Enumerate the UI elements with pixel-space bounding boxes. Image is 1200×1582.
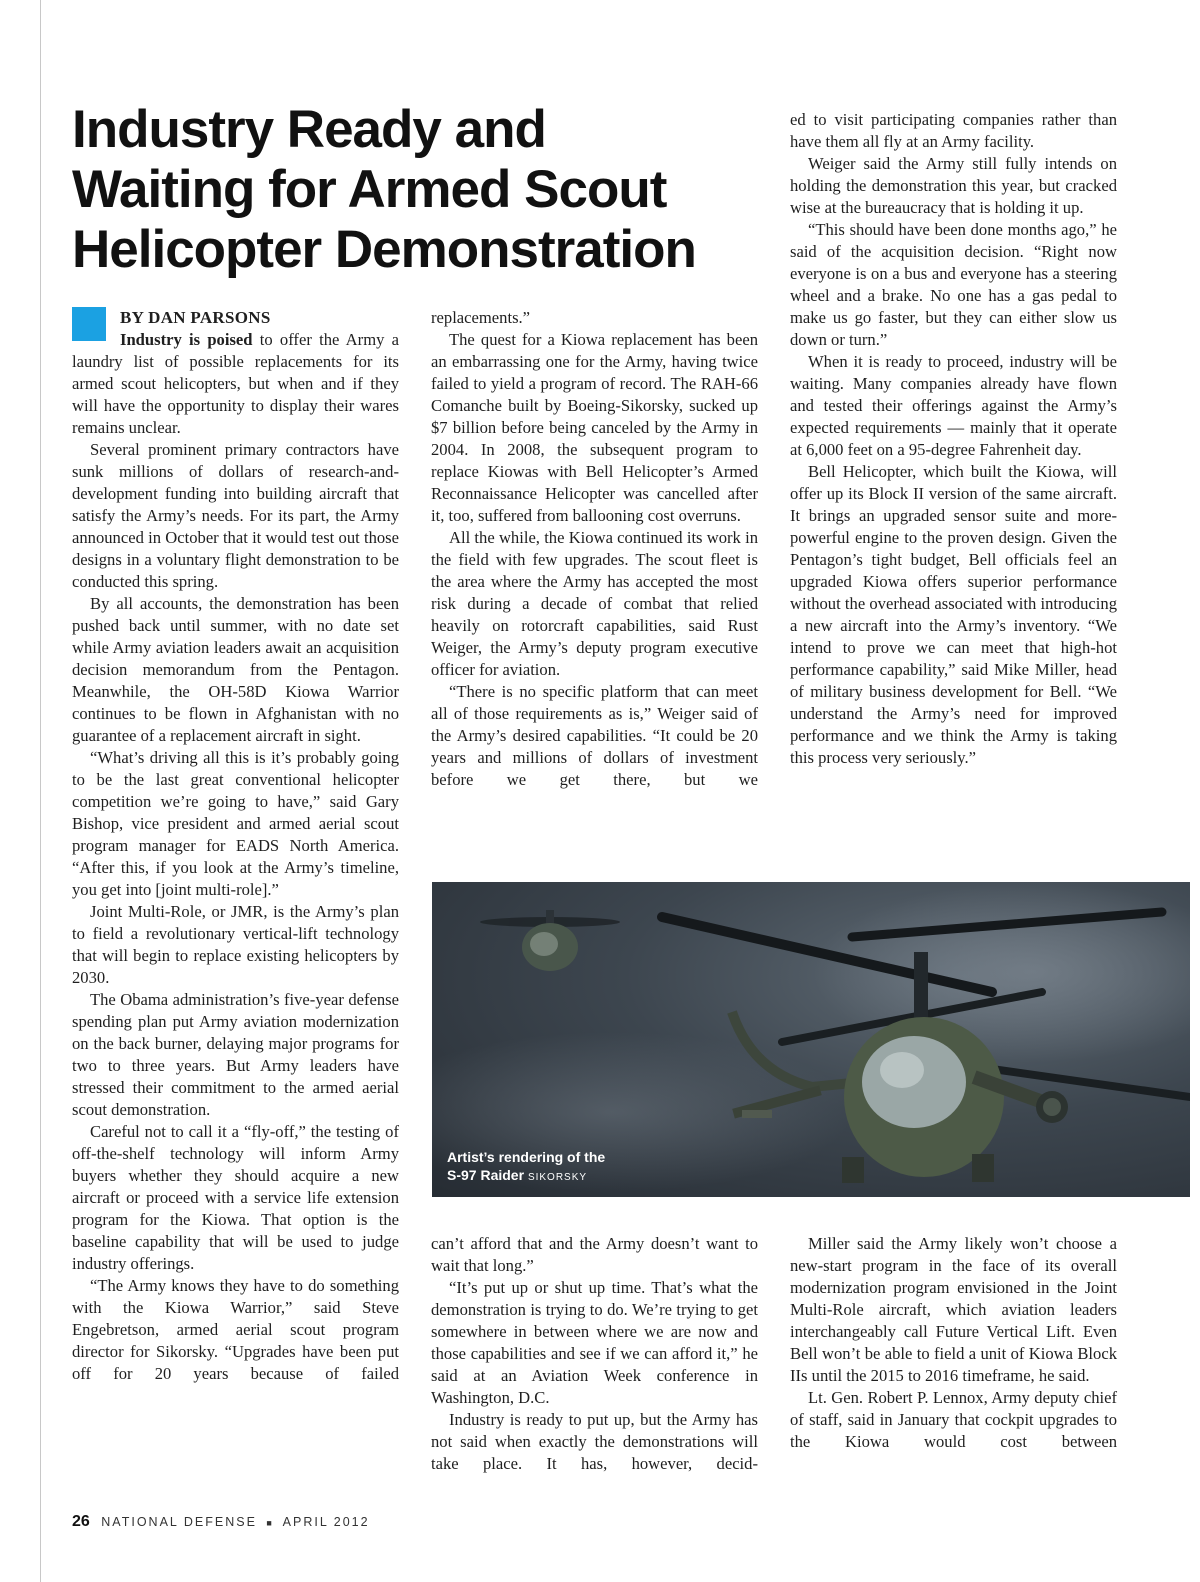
footer-bullet: ■ bbox=[266, 1517, 274, 1528]
page-footer bbox=[72, 1513, 370, 1531]
photo-caption bbox=[447, 1148, 605, 1187]
paragraph: Industry is ready to put up, but the Army has not said when exactly the demonstrations will take place. It has, however, decid- bbox=[431, 1410, 758, 1473]
paragraph-continued: can’t afford that and the Army doesn’t want to wait that long.” bbox=[431, 1234, 758, 1275]
distant-helicopter bbox=[480, 910, 620, 971]
article-headline bbox=[72, 100, 752, 280]
paragraph: Miller said the Army likely won’t choose a new-start program in the face of its overall modernization program envisioned in the Joint Multi-Role aircraft, which aviation leaders interchangeably call Future Vertical Lift. Even Bell won’t be able to field a unit of Kiowa Block IIs until the 2015 to 2016 timeframe, he said. bbox=[790, 1234, 1117, 1385]
lead-text: to offer the Army a laundry list of possible replacements for its armed scout helicopters, but when and if they will have the opportunity to display their wares remains unclear. bbox=[72, 330, 400, 437]
caption-line-2: S-97 Raider bbox=[447, 1167, 525, 1183]
issue-date: APRIL 2012 bbox=[282, 1515, 370, 1529]
paragraph: The Obama administration’s five-year defense spending plan put Army aviation modernization on the back burner, delaying major programs for two to three years. But Army leaders have stressed their commitment to the armed aerial scout demonstration. bbox=[72, 990, 399, 1119]
publication-name: NATIONAL DEFENSE bbox=[101, 1515, 257, 1529]
column-3-top bbox=[790, 109, 1117, 769]
headline-line-2: Waiting for Armed Scout bbox=[72, 160, 667, 219]
lead-bold-text: Industry is poised bbox=[120, 330, 253, 349]
paragraph: When it is ready to proceed, industry will be waiting. Many companies already have flown and tested their offerings against the Army’s expected requirements — mainly that it operate at 6,000 feet on a 95-degree Fahrenheit day. bbox=[790, 352, 1117, 459]
caption-line-1: Artist’s rendering of the bbox=[447, 1149, 606, 1165]
paragraph: “The Army knows they have to do something with the Kiowa Warrior,” said Steve Engebretson, armed aerial scout program director for Sikorsky. “Upgrades have been put off for 20 years because of failed bbox=[72, 1276, 399, 1383]
paragraph: “It’s put up or shut up time. That’s what the demonstration is trying to do. We’re trying to get somewhere in between where we are now and those capabilities and see if we can afford it,” he said at an Aviation Week conference in Washington, D.C. bbox=[431, 1278, 758, 1407]
paragraph: Joint Multi-Role, or JMR, is the Army’s plan to field a revolutionary vertical-lift technology that will begin to replace existing helicopters by 2030. bbox=[72, 902, 399, 987]
headline-line-1: Industry Ready and bbox=[72, 100, 546, 159]
lead-paragraph bbox=[72, 329, 399, 439]
accent-square bbox=[72, 307, 106, 341]
paragraph: Careful not to call it a “fly-off,” the testing of off-the-shelf technology will inform Army buyers whether they should acquire a new aircraft or proceed with a service life extension program for the Kiowa. That option is the baseline capability that will be used to judge industry offerings. bbox=[72, 1122, 399, 1273]
paragraph: “There is no specific platform that can meet all of those requirements as is,” Weiger said of the Army’s desired capabilities. “It could be 20 years and millions of dollars of investment before we get there, but we bbox=[431, 682, 758, 789]
paragraph: “What’s driving all this is it’s probably going to be the last great conventional helicopter competition we’re going to have,” said Gary Bishop, vice president and armed aerial scout program manager for EADS North America. “After this, if you look at the Army’s timeline, you get into [joint multi-role].” bbox=[72, 748, 399, 899]
paragraph: Weiger said the Army still fully intends on holding the demonstration this year, but cracked wise at the bureaucracy that is holding it up. bbox=[790, 154, 1117, 217]
paragraph-continued: replacements.” bbox=[431, 308, 531, 327]
cloud bbox=[812, 882, 1190, 1062]
paragraph: By all accounts, the demonstration has been pushed back until summer, with no date set while Army aviation leaders await an acquisition decision memorandum from the Pentagon. Meanwhile, the OH-58D Kiowa Warrior continues to be flown in Afghanistan with no guarantee of a replacement aircraft in sight. bbox=[72, 594, 399, 745]
paragraph: Lt. Gen. Robert P. Lennox, Army deputy chief of staff, said in January that cockpit upgrades to the Kiowa would cost between bbox=[790, 1388, 1117, 1451]
paragraph-continued: ed to visit participating companies rather than have them all fly at an Army facility. bbox=[790, 110, 1117, 151]
byline: BY DAN PARSONS bbox=[120, 308, 271, 327]
column-1 bbox=[72, 307, 399, 1385]
margin-rule bbox=[40, 0, 41, 1582]
paragraph: Several prominent primary contractors have sunk millions of dollars of research-and-development funding into building aircraft that satisfy the Army’s needs. For its part, the Army announced in October that it would test out those designs in a voluntary flight demonstration to be conducted this spring. bbox=[72, 440, 399, 591]
page-number: 26 bbox=[72, 1513, 90, 1530]
photo-credit: SIKORSKY bbox=[527, 1172, 588, 1183]
headline-line-3: Helicopter Demonstration bbox=[72, 220, 696, 279]
caption-line-2-wrap bbox=[447, 1166, 605, 1187]
paragraph: “This should have been done months ago,” he said of the acquisition decision. “Right now everyone is on a bus and everyone has a steering wheel and a brake. No one has a gas pedal to make us go faster, but they can either slow us down or turn.” bbox=[790, 220, 1117, 349]
paragraph: The quest for a Kiowa replacement has been an embarrassing one for the Army, having twice failed to yield a program of record. The RAH-66 Comanche built by Boeing-Sikorsky, sucked up $7 billion before being canceled by the Army in 2004. In 2008, the subsequent program to replace Kiowas with Bell Helicopter’s Armed Reconnaissance Helicopter was cancelled after it, too, suffered from ballooning cost overruns. bbox=[431, 330, 758, 525]
column-2-top bbox=[431, 307, 758, 791]
byline-block bbox=[72, 307, 399, 329]
column-2-bottom bbox=[431, 1233, 758, 1475]
paragraph: Bell Helicopter, which built the Kiowa, will offer up its Block II version of the same aircraft. It brings an upgraded sensor suite and more-powerful engine to the proven design. Given the Pentagon’s tight budget, Bell officials feel an upgraded Kiowa offers superior performance without the overhead associated with introducing a new aircraft into the Army’s inventory. “We intend to prove we can meet that high-hot performance capability,” said Mike Miller, head of military business development for Bell. “We understand the Army’s need for improved performance and we think the Army is taking this process very seriously.” bbox=[790, 462, 1117, 767]
paragraph: All the while, the Kiowa continued its work in the field with few upgrades. The scout fleet is the area where the Army has accepted the most risk during a decade of combat that relied heavily on rotorcraft capabilities, said Rust Weiger, the Army’s deputy program executive officer for aviation. bbox=[431, 528, 758, 679]
column-3-bottom bbox=[790, 1233, 1117, 1453]
